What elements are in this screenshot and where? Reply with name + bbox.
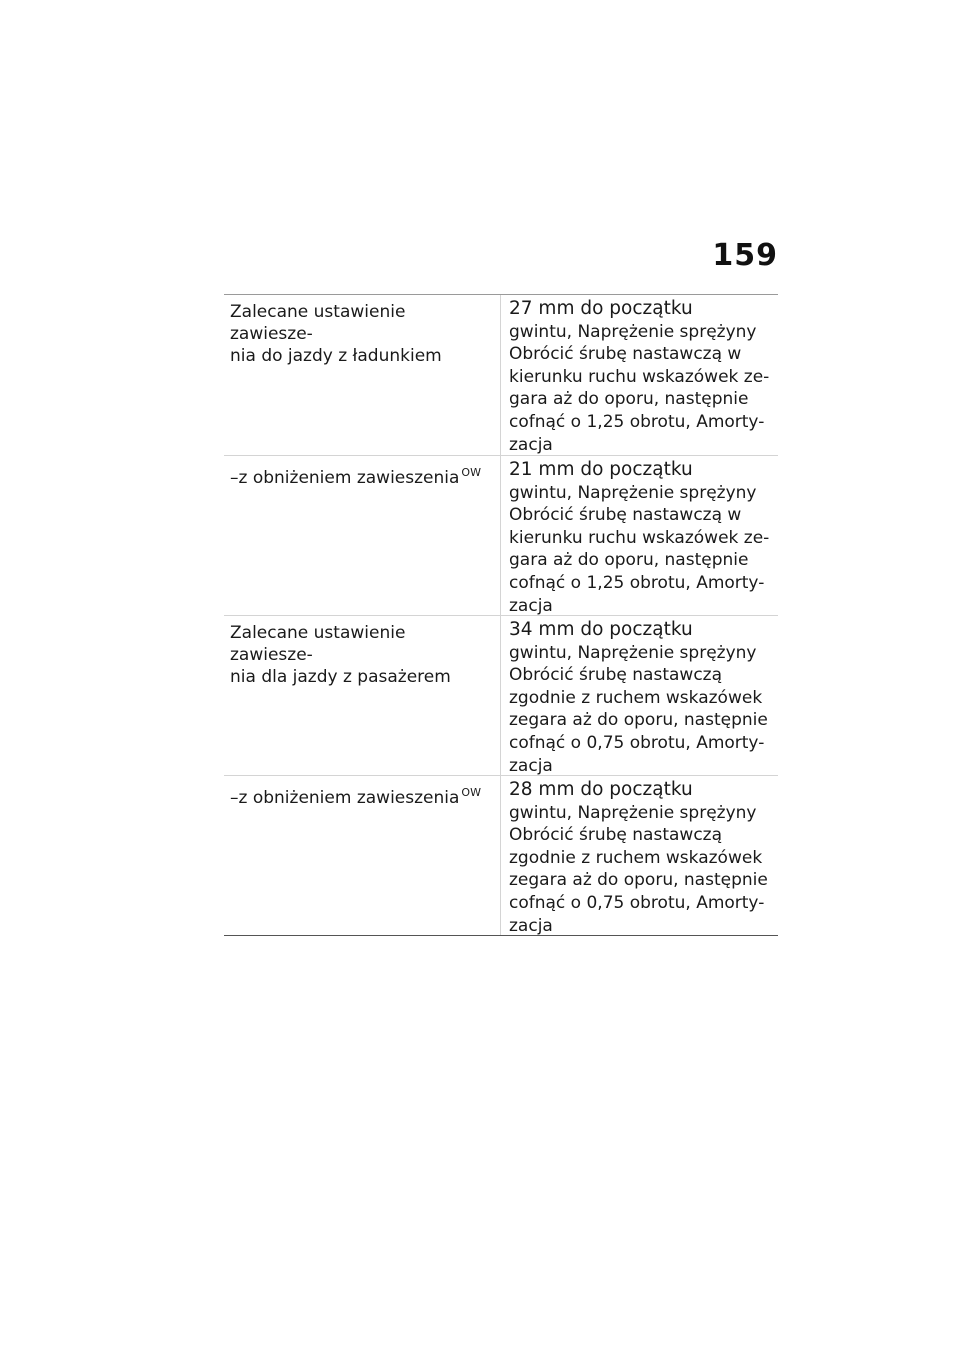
setting-label [224, 295, 501, 455]
label-line: nia dla jazdy z pasażerem [230, 667, 451, 687]
suspension-settings-table [224, 294, 778, 936]
value-line: Obrócić śrubę nastawczą w [509, 344, 742, 365]
setting-value [501, 616, 778, 775]
value-line: Obrócić śrubę nastawczą w [509, 505, 742, 526]
value-line: gwintu, Naprężenie sprężyny [509, 642, 757, 663]
value-line: cofnąć o 0,75 obrotu, Amorty- [509, 732, 765, 753]
page-number: 159 [712, 238, 778, 273]
value-line: 27 mm do początku [509, 298, 693, 319]
label-line [230, 462, 490, 489]
label-line [230, 782, 490, 809]
value-line: zegara aż do oporu, następnie [509, 710, 768, 731]
option-superscript: OW [461, 466, 481, 479]
value-line: zacja [509, 595, 553, 616]
value-line: kierunku ruchu wskazówek ze- [509, 527, 770, 548]
label-line: nia do jazdy z ładunkiem [230, 346, 442, 366]
label-line: Zalecane ustawienie zawiesze- [230, 623, 406, 665]
value-line: gara aż do oporu, następnie [509, 550, 749, 571]
value-line: zacja [509, 434, 553, 455]
table-row [224, 615, 778, 775]
setting-label [224, 616, 501, 775]
value-line: gwintu, Naprężenie sprężyny [509, 321, 757, 342]
table-row [224, 455, 778, 615]
value-line: zgodnie z ruchem wskazówek [509, 687, 763, 708]
value-line: Obrócić śrubę nastawczą [509, 665, 723, 686]
value-line: zgodnie z ruchem wskazówek [509, 847, 763, 868]
value-line: cofnąć o 1,25 obrotu, Amorty- [509, 572, 765, 593]
setting-value [501, 456, 778, 615]
table-row [224, 775, 778, 935]
setting-label [224, 456, 501, 615]
value-line: kierunku ruchu wskazówek ze- [509, 366, 770, 387]
table-row [224, 295, 778, 455]
setting-value [501, 776, 778, 935]
value-line: gwintu, Naprężenie sprężyny [509, 482, 757, 503]
label-text: –z obniżeniem zawieszenia [230, 468, 460, 488]
option-superscript: OW [461, 786, 481, 799]
value-line: gara aż do oporu, następnie [509, 389, 749, 410]
value-line: 28 mm do początku [509, 779, 693, 800]
value-line: 34 mm do początku [509, 619, 693, 640]
value-line: zacja [509, 755, 553, 776]
value-line: 21 mm do początku [509, 459, 693, 480]
value-line: cofnąć o 0,75 obrotu, Amorty- [509, 892, 765, 913]
label-text: –z obniżeniem zawieszenia [230, 788, 460, 808]
value-line: zegara aż do oporu, następnie [509, 870, 768, 891]
setting-label [224, 776, 501, 935]
label-line: Zalecane ustawienie zawiesze- [230, 302, 406, 344]
value-line: gwintu, Naprężenie sprężyny [509, 802, 757, 823]
value-line: cofnąć o 1,25 obrotu, Amorty- [509, 411, 765, 432]
setting-value [501, 295, 778, 455]
value-line: Obrócić śrubę nastawczą [509, 825, 723, 846]
value-line: zacja [509, 915, 553, 936]
